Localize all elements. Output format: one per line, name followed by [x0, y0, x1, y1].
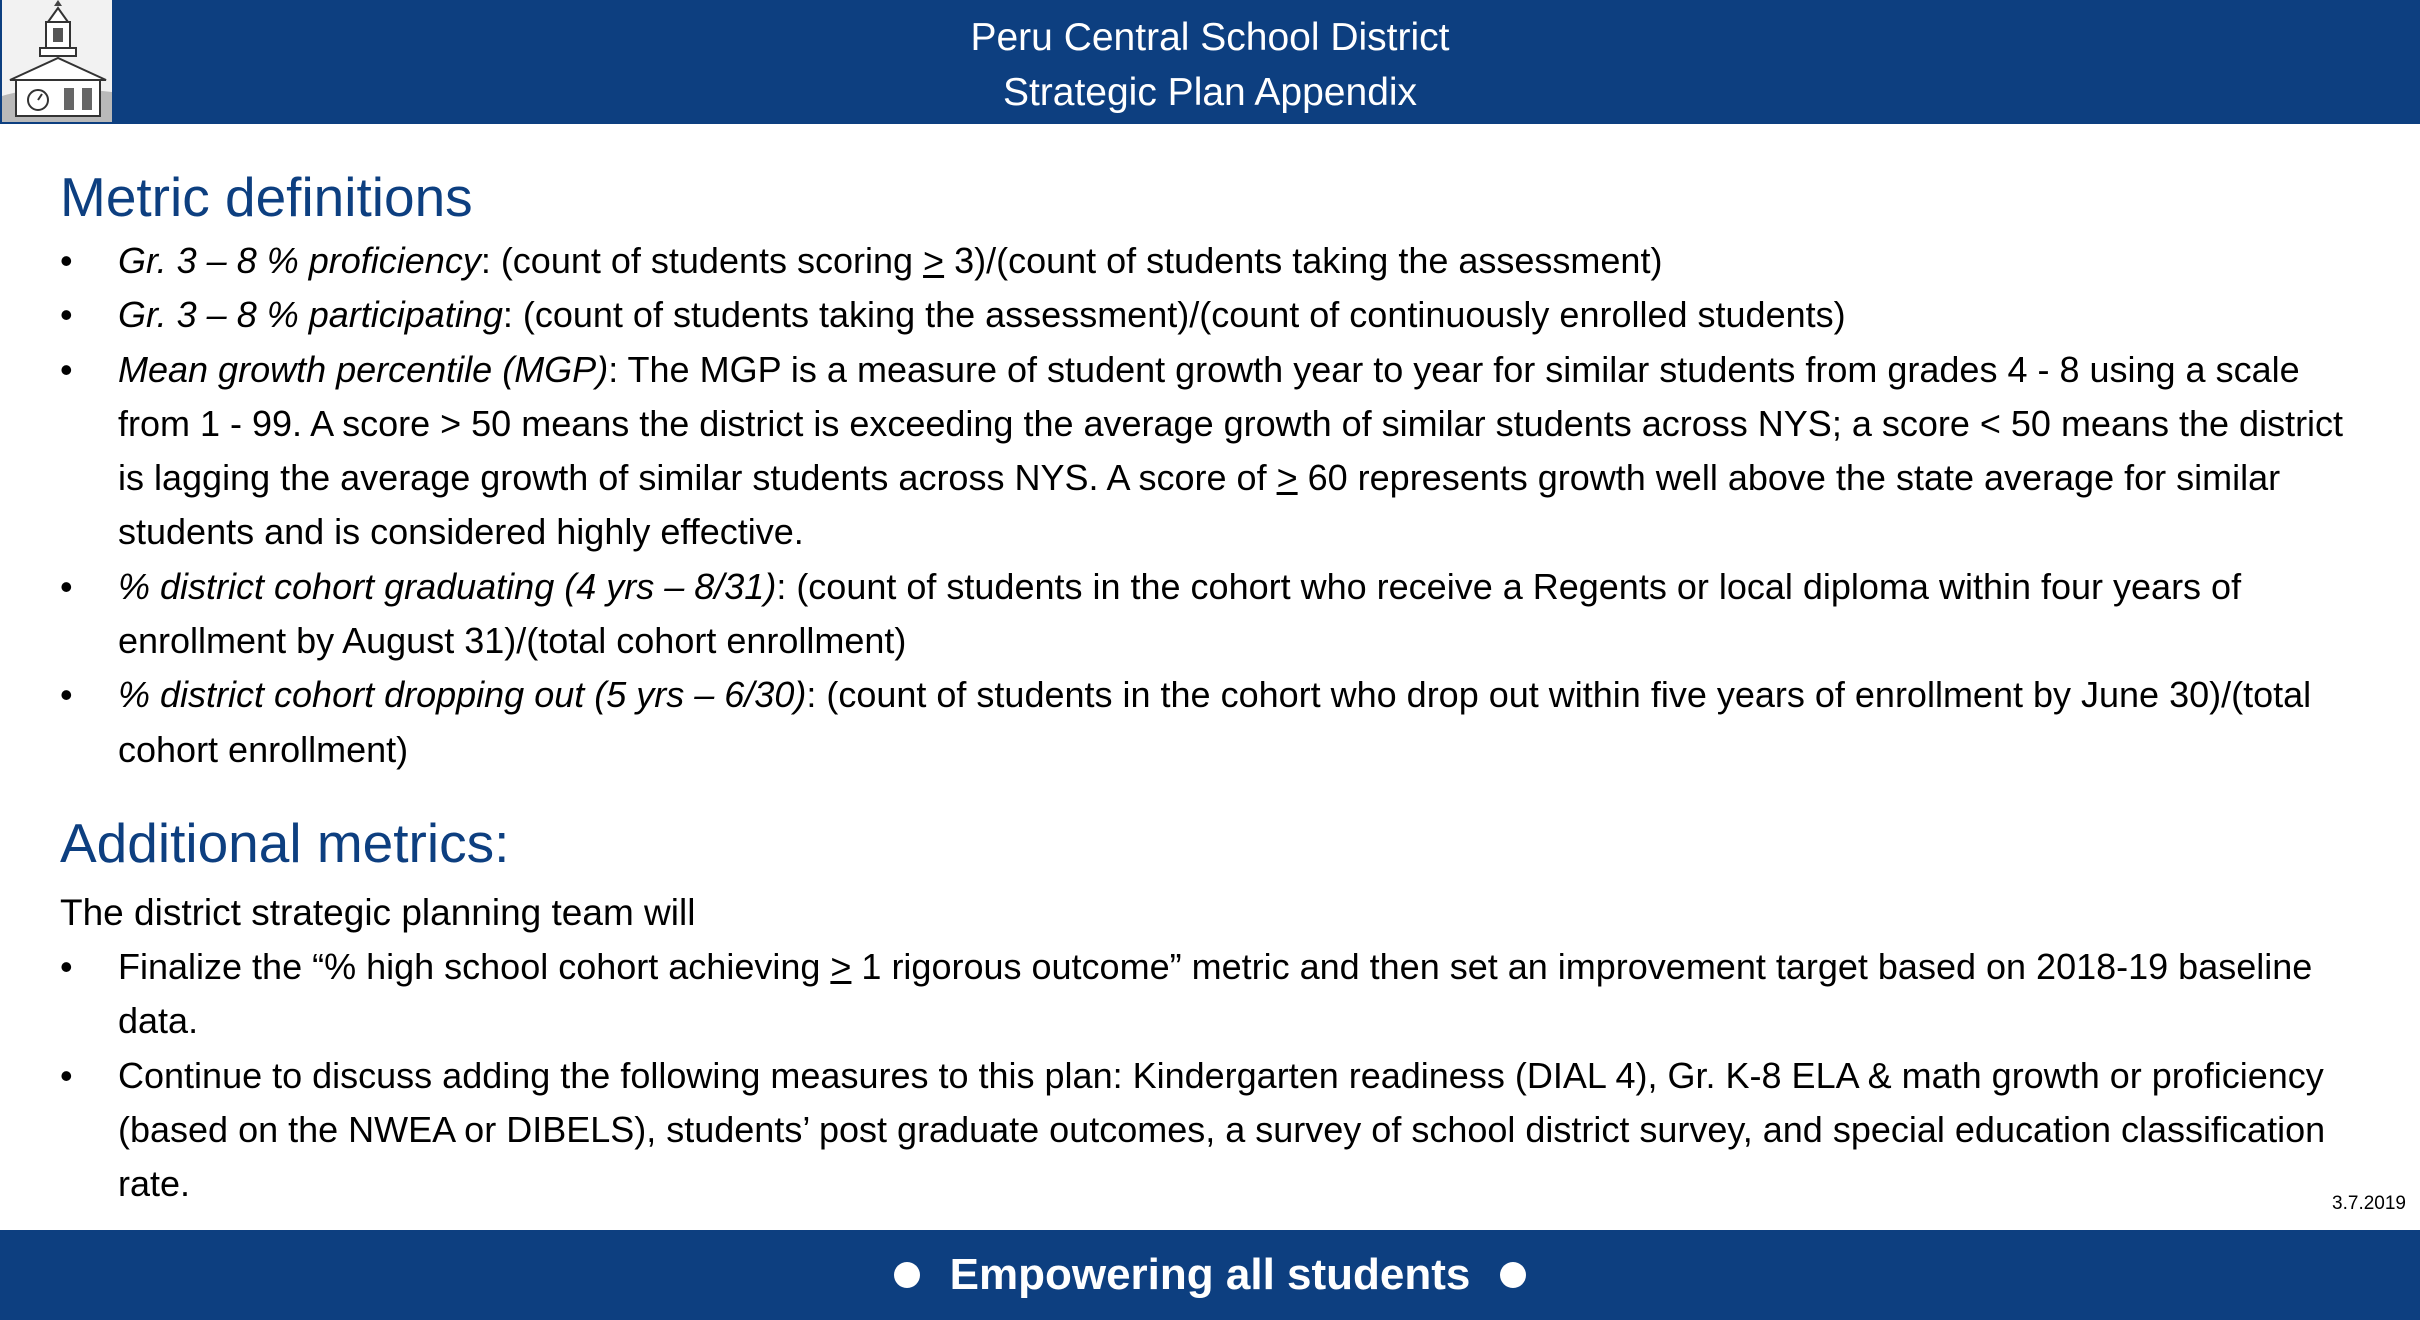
header-line-2: Strategic Plan Appendix: [1002, 71, 1418, 114]
symbol: >: [830, 946, 852, 987]
bullet-dot-icon: [1500, 1262, 1526, 1288]
term: Gr. 3 – 8 % proficiency: [118, 240, 481, 281]
definition: 3)/(count of students taking the assessment): [944, 240, 1663, 281]
item-text: 1 rigorous outcome” metric and then set an improvement target based on 2018-19 baseline data.: [118, 946, 2313, 1042]
additional-metrics-heading: Additional metrics:: [60, 812, 510, 874]
additional-metrics-intro: The district strategic planning team will: [60, 892, 696, 933]
term: % district cohort dropping out (5 yrs – 6/30): [118, 674, 807, 716]
item-text: Continue to discuss adding the following measures to this plan: Kindergarten readiness (DIAL 4), Gr. K-8 ELA & math growth or proficiency (based on the NWEA or DIBELS), students’ post graduate outcomes, a survey of school district survey, and special education classification rate.: [118, 1054, 2326, 1205]
definition: : (count of students in the cohort who receive a Regents or local diploma within four years of enrollment by August 31)/(total cohort enrollment): [118, 565, 2242, 662]
definition: : (count of students taking the assessment)/(count of continuously enrolled students): [502, 294, 1846, 336]
main-content: [0, 124, 2420, 1230]
list-item: [0, 560, 2380, 669]
definition: : (count of students in the cohort who drop out within five years of enrollment by June 30)/(total cohort enrollment): [118, 674, 2312, 770]
list-item: [0, 288, 2380, 342]
term: Mean growth percentile (MGP): [118, 348, 609, 390]
footer-tagline: Empowering all students: [949, 1250, 1471, 1299]
list-item: [0, 343, 2380, 560]
header-title: [0, 10, 2420, 120]
list-item: [0, 1049, 2380, 1212]
footer-bar: [0, 1230, 2420, 1320]
list-item: [0, 234, 2380, 288]
header-line-1: Peru Central School District: [970, 16, 1450, 59]
footer-tagline-group: [894, 1230, 1527, 1320]
term: % district cohort graduating (4 yrs – 8/31): [118, 565, 777, 607]
definition: 60 represents growth well above the state average for similar students and is considered highly effective.: [118, 457, 2281, 553]
bullet-dot-icon: [894, 1262, 920, 1288]
definition: : The MGP is a measure of student growth year to year for similar students from grades 4 - 8 using a scale from 1 - 99. A score > 50 means the district is exceeding the average growth of similar students across NYS; a score < 50 means the district is lagging the average growth of similar students across NYS. A score of: [118, 348, 2344, 499]
list-item: [0, 668, 2380, 777]
additional-metrics-list: [0, 940, 2380, 1211]
date-stamp: 3.7.2019: [2332, 1193, 2406, 1214]
symbol: >: [923, 240, 945, 281]
symbol: >: [1276, 457, 1298, 499]
term: Gr. 3 – 8 % participating: [118, 294, 503, 336]
metric-definitions-list: [0, 234, 2380, 777]
header-bar: [0, 0, 2420, 124]
item-text: Finalize the “% high school cohort achieving: [118, 946, 831, 987]
metric-definitions-heading: Metric definitions: [60, 166, 473, 228]
list-item: [0, 940, 2380, 1049]
definition: : (count of students scoring: [480, 240, 924, 281]
